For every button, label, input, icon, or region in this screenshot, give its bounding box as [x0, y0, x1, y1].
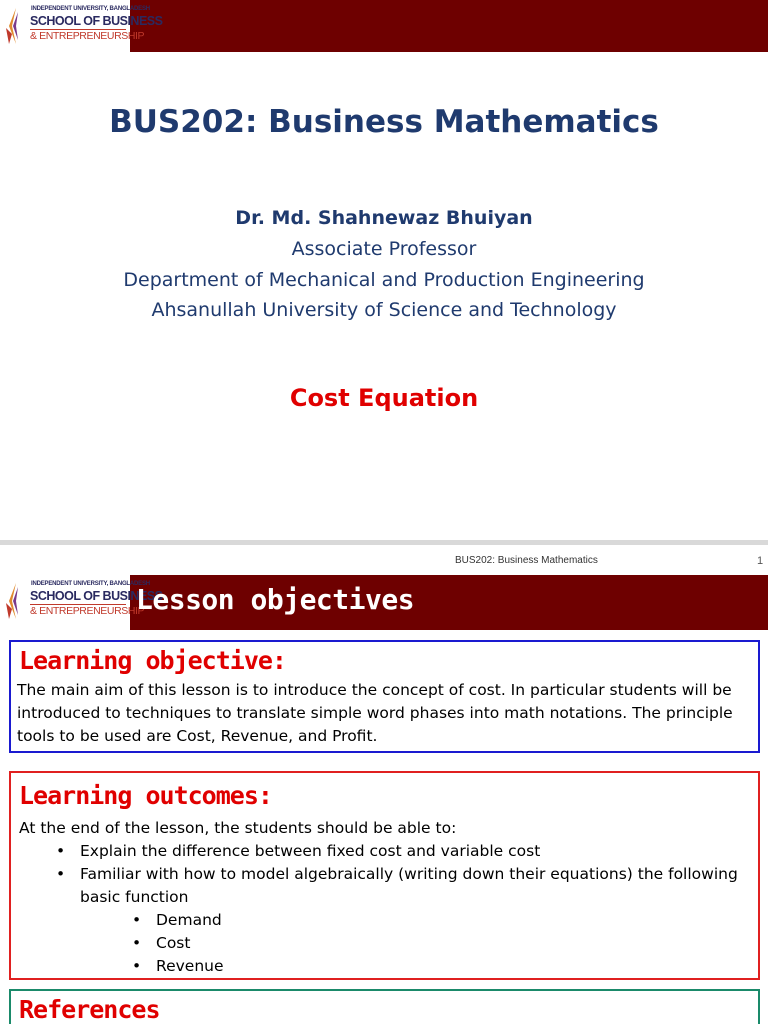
bullet-icon: • — [132, 934, 142, 952]
learning-outcomes-intro: At the end of the lesson, the students should be able to: — [19, 819, 457, 837]
logo-emblem-icon — [2, 4, 28, 50]
outcome-subitem — [132, 932, 191, 955]
school-logo — [0, 575, 163, 630]
outcome-item — [56, 863, 750, 909]
outcome-subitem-text: Cost — [156, 934, 191, 952]
learning-objective-text: The main aim of this lesson is to introduce the concept of cost. In particular students will be introduced to techniques to translate simple word phases into math notations. The principle tools to be used are Cost, Revenue, and Profit. — [17, 681, 733, 745]
objectives-slide — [0, 545, 768, 1024]
references-heading: References — [19, 995, 160, 1024]
outcome-subitem-text: Revenue — [156, 957, 224, 975]
logo-emblem-icon — [2, 579, 28, 625]
outcome-subitem — [132, 955, 224, 978]
references-box — [9, 989, 760, 1024]
outcome-item-text: Familiar with how to model algebraically (writing down their equations) the following basic function — [80, 865, 738, 906]
logo-line-school: SCHOOL OF BUSINESS — [30, 14, 163, 28]
author-university: Ahsanullah University of Science and Technology — [151, 299, 617, 321]
outcome-subitem-text: Demand — [156, 911, 222, 929]
learning-outcomes-box — [9, 771, 760, 980]
outcome-item — [56, 840, 541, 863]
logo-line-entrepreneurship: & ENTREPRENEURSHIP — [30, 605, 145, 617]
logo-line-university: INDEPENDENT UNIVERSITY, BANGLADESH — [31, 581, 150, 587]
learning-outcomes-heading: Learning outcomes: — [19, 781, 272, 810]
header-band — [130, 0, 768, 52]
slide-title: Lesson objectives — [136, 583, 415, 616]
bullet-icon: • — [56, 842, 66, 860]
learning-objective-heading: Learning objective: — [19, 646, 286, 675]
logo-line-entrepreneurship: & ENTREPRENEURSHIP — [30, 30, 145, 42]
logo-line-university: INDEPENDENT UNIVERSITY, BANGLADESH — [31, 6, 150, 12]
slide-footer-text: BUS202: Business Mathematics — [455, 555, 598, 566]
logo-line-school: SCHOOL OF BUSINESS — [30, 589, 163, 603]
author-position: Associate Professor — [291, 238, 477, 260]
lecture-subject: Cost Equation — [289, 384, 479, 412]
outcome-subitem — [132, 909, 222, 932]
bullet-icon: • — [132, 957, 142, 975]
bullet-icon: • — [56, 865, 66, 883]
author-department: Department of Mechanical and Production Engineering — [123, 269, 645, 291]
school-logo — [0, 0, 163, 56]
slide-page-number: 1 — [757, 555, 764, 567]
course-title: BUS202: Business Mathematics — [109, 104, 659, 140]
bullet-icon: • — [132, 911, 142, 929]
author-name: Dr. Md. Shahnewaz Bhuiyan — [235, 207, 533, 229]
learning-objective-box — [9, 640, 760, 753]
outcome-item-text: Explain the difference between fixed cost and variable cost — [80, 842, 541, 860]
